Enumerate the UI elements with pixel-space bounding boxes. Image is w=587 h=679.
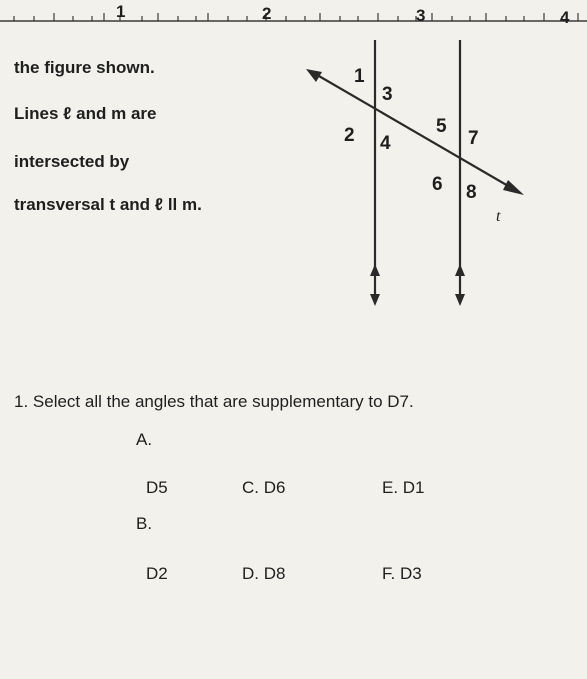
option-b-d2[interactable]: D2 [146,564,168,583]
arrowhead-t-right [503,180,524,195]
ruler-mark-4: 4 [560,8,570,27]
intro-line-1: the figure shown. [14,58,155,77]
angle-label-1: 1 [354,66,365,87]
arrow-m-down [455,294,465,306]
intro-line-3: intersected by [14,152,130,171]
arrow-l-up [370,264,380,276]
intro-line-2: Lines ℓ and m are [14,104,157,123]
option-d-d8[interactable]: D. D8 [242,564,286,583]
group-b-label: B. [136,514,153,533]
option-c-d6[interactable]: C. D6 [242,478,286,497]
transversal-label: t [496,208,501,225]
parallel-lines-figure [0,0,587,330]
option-f-d3[interactable]: F. D3 [382,564,422,583]
group-a-label: A. [136,430,153,449]
angle-label-6: 6 [432,174,443,195]
intro-line-4: transversal t and ℓ ll m. [14,195,202,214]
angle-label-2: 2 [344,125,355,146]
arrowhead-t-left [306,69,322,82]
ruler-mark-3: 3 [416,6,426,25]
ruler-mark-2: 2 [262,4,272,23]
angle-label-8: 8 [466,182,477,203]
angle-label-7: 7 [468,128,479,149]
transversal-t [312,72,510,187]
angle-label-4: 4 [380,133,391,154]
question-text: 1. Select all the angles that are supplementary to D7. [14,392,414,411]
option-e-d1[interactable]: E. D1 [382,478,425,497]
angle-label-3: 3 [382,84,393,105]
option-a-d5[interactable]: D5 [146,478,168,497]
arrow-m-up [455,264,465,276]
arrow-l-down [370,294,380,306]
angle-label-5: 5 [436,116,447,137]
ruler-mark-1: 1 [116,2,126,21]
